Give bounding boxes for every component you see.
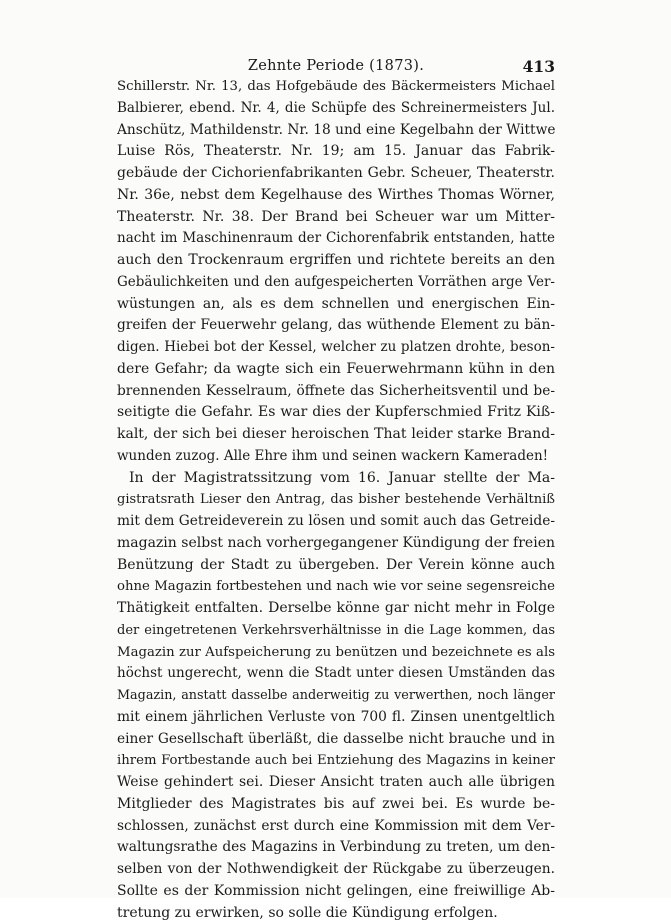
text-line: wüstungen an, als es dem schnellen und energischen Ein- [117, 294, 555, 316]
text-line: einer Gesellschaft überläßt, die dasselbe nicht brauche und in [117, 729, 555, 751]
text-line: Nr. 36e, nebst dem Kegelhause des Wirthes Thomas Wörner, [117, 185, 555, 207]
text-line: Theaterstr. Nr. 38. Der Brand bei Scheuer war um Mitter- [117, 207, 555, 229]
text-line: Mitglieder des Magistrates bis auf zwei bei. Es wurde be- [117, 794, 555, 816]
text-line: selben von der Nothwendigkeit der Rückgabe zu überzeugen. [117, 859, 555, 881]
text-line: schlossen, zunächst erst durch eine Kommission mit dem Ver- [117, 816, 555, 838]
text-line: digen. Hiebei bot der Kessel, welcher zu platzen drohte, beson- [117, 337, 555, 359]
text-line: auch den Trockenraum ergriffen und richtete bereits an den [117, 250, 555, 272]
text-line: Magazin zur Aufspeicherung zu benützen und bezeichnete es als [117, 642, 555, 664]
text-line: tretung zu erwirken, so solle die Kündigung erfolgen. [117, 903, 555, 924]
text-line: höchst ungerecht, wenn die Stadt unter diesen Umständen das [117, 663, 555, 685]
text-line: waltungsrathe des Magazins in Verbindung zu treten, um den- [117, 837, 555, 859]
text-line: Balbierer, ebend. Nr. 4, die Schüpfe des Schreinermeisters Jul. [117, 98, 555, 120]
text-line: kalt, der sich bei dieser heroischen That leider starke Brand- [117, 424, 555, 446]
text-line: mit dem Getreideverein zu lösen und somit auch das Getreide- [117, 511, 555, 533]
text-line: Schillerstr. Nr. 13, das Hofgebäude des Bäckermeisters Michael [117, 76, 555, 98]
text-line: Weise gehindert sei. Dieser Ansicht traten auch alle übrigen [117, 772, 555, 794]
text-line: Benützung der Stadt zu übergeben. Der Verein könne auch [117, 555, 555, 577]
text-line: Thätigkeit entfalten. Derselbe könne gar nicht mehr in Folge [117, 598, 555, 620]
text-line: mit einem jährlichen Verluste von 700 fl. Zinsen unentgeltlich [117, 707, 555, 729]
running-header [117, 54, 555, 78]
text-line: ohne Magazin fortbestehen und nach wie vor seine segensreiche [117, 576, 555, 598]
text-line: gebäude der Cichorienfabrikanten Gebr. Scheuer, Theaterstr. [117, 163, 555, 185]
text-line: Sollte es der Kommission nicht gelingen, eine freiwillige Ab- [117, 881, 555, 903]
paragraph-first-line: In der Magistratssitzung vom 16. Januar stellte der Ma- [117, 468, 555, 490]
text-line: wunden zuzog. Alle Ehre ihm und seinen wackern Kameraden! [117, 446, 555, 468]
text-line: ihrem Fortbestande auch bei Entziehung des Magazins in keiner [117, 750, 555, 772]
text-line: Magazin, anstatt dasselbe anderweitig zu verwerthen, noch länger [117, 685, 555, 707]
text-line: seitigte die Gefahr. Es war dies der Kupferschmied Fritz Kiß- [117, 402, 555, 424]
body-text [117, 76, 555, 924]
text-line: der eingetretenen Verkehrsverhältnisse in die Lage kommen, das [117, 620, 555, 642]
text-line: dere Gefahr; da wagte sich ein Feuerwehrmann kühn in den [117, 359, 555, 381]
text-line: nacht im Maschinenraum der Cichorenfabrik entstanden, hatte [117, 228, 555, 250]
page-number: 413 [523, 57, 555, 76]
text-line: Gebäulichkeiten und den aufgespeicherten Vorräthen arge Ver- [117, 272, 555, 294]
text-line: Luise Rös, Theaterstr. Nr. 19; am 15. Januar das Fabrik- [117, 141, 555, 163]
text-line: Anschütz, Mathildenstr. Nr. 18 und eine Kegelbahn der Wittwe [117, 120, 555, 142]
text-line: gistratsrath Lieser den Antrag, das bisher bestehende Verhältniß [117, 489, 555, 511]
text-line: brennenden Kesselraum, öffnete das Sicherheitsventil und be- [117, 381, 555, 403]
running-title: Zehnte Periode (1873). [117, 58, 555, 74]
text-line: greifen der Feuerwehr gelang, das wüthende Element zu bän- [117, 315, 555, 337]
text-line: magazin selbst nach vorhergegangener Kündigung der freien [117, 533, 555, 555]
